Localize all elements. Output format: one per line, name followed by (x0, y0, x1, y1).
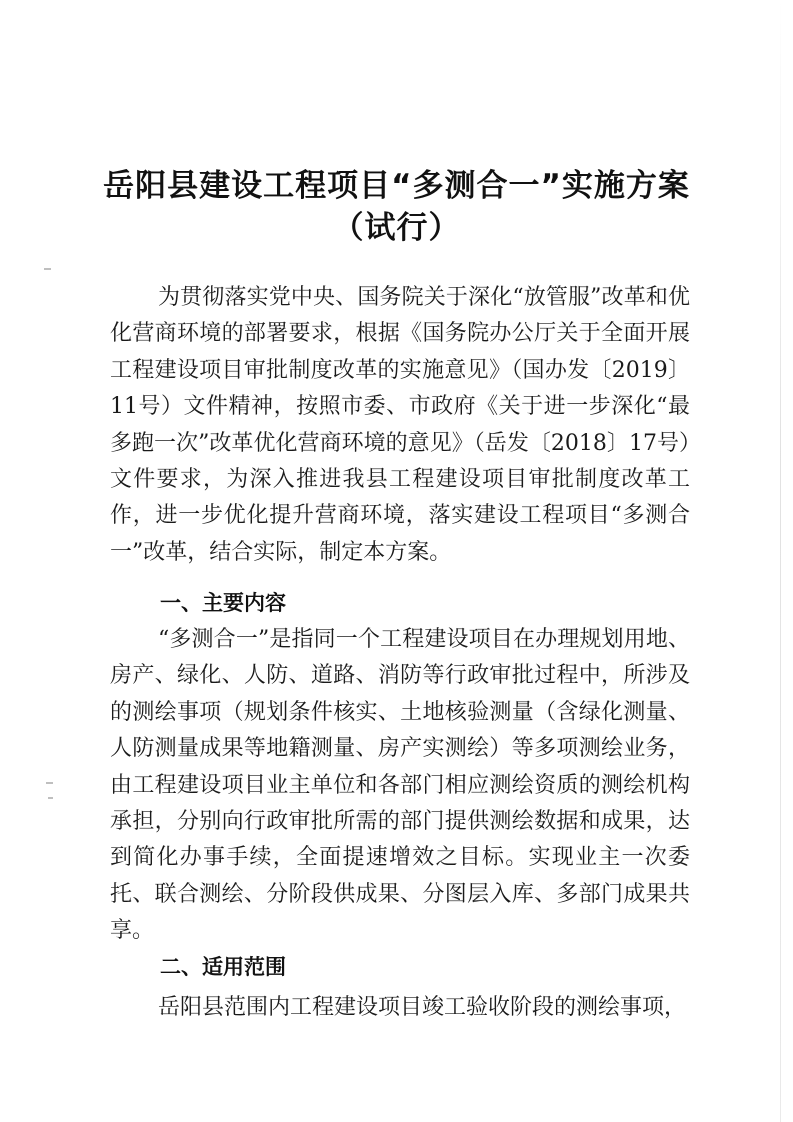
scope-paragraph: 岳阳县范围内工程建设项目竣工验收阶段的测绘事项， (158, 995, 687, 1020)
main-content-paragraph: “多测合一”是指同一个工程建设项目在办理规划用地、房产、绿化、人防、道路、消防等行政审批过程中，所涉及的测绘事项（规划条件核实、土地核验测量（含绿化测量、人防测量成果等地籍测量、房产实测绘）等多项测绘业务，由工程建设项目业主单位和各部门相应测绘资质的测绘机构承担，分别向行政审批所需的部门提供测绘数据和成果，达到简化办事手续，全面提速增效之目标。实现业主一次委托、联合测绘、分阶段供成果、分图层入库、多部门成果共享。 (110, 627, 690, 944)
document-title: 岳阳县建设工程项目“多测合一”实施方案 (103, 168, 690, 204)
scan-speck (46, 782, 53, 784)
document-subtitle: （试行） (332, 210, 461, 246)
section-heading-scope: 二、适用范围 (160, 955, 286, 979)
intro-paragraph: 为贯彻落实党中央、国务院关于深化“放管服”改革和优化营商环境的部署要求，根据《国务院办公厅关于全面开展工程建设项目审批制度改革的实施意见》（国办发〔2019〕11号）文件精神，按照市委、市政府《关于进一步深化“最多跑一次”改革优化营商环境的意见》（岳发〔2018〕17号）文件要求，为深入推进我县工程建设项目审批制度改革工作，进一步优化提升营商环境，落实建设工程项目“多测合一”改革，结合实际，制定本方案。 (110, 285, 690, 565)
scan-speck (48, 797, 53, 799)
scan-speck (44, 268, 51, 270)
section-heading-main-content: 一、主要内容 (160, 591, 286, 615)
